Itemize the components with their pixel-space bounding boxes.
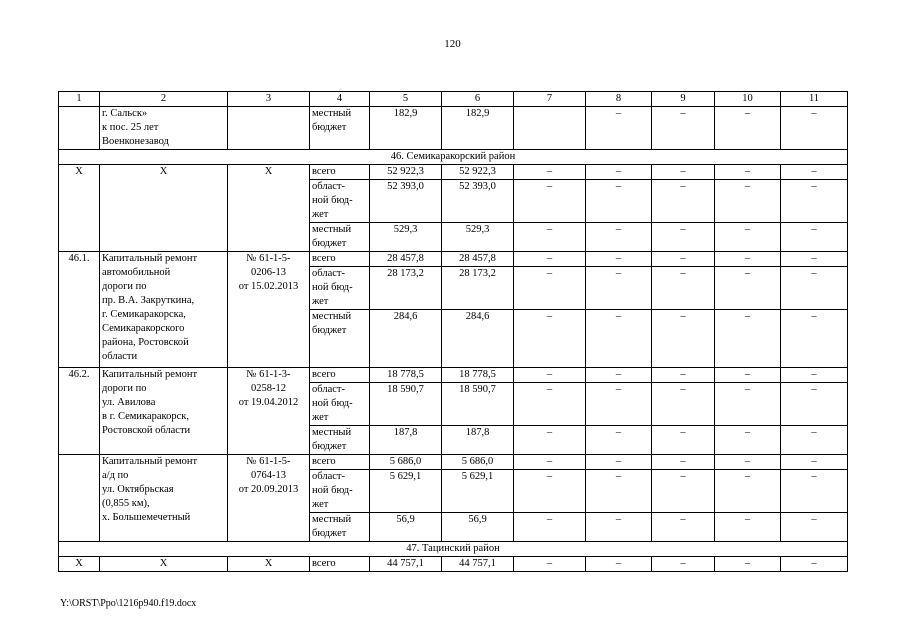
file-path-footer: Y:\ORST\Ppo\1216p940.f19.docx: [60, 598, 197, 609]
amount: 187,8: [442, 426, 514, 455]
amount: 28 173,2: [442, 267, 514, 310]
col-header: 2: [100, 92, 228, 107]
table-row: [59, 455, 848, 470]
amount: 56,9: [370, 513, 442, 542]
amount: 529,3: [442, 223, 514, 252]
funding-source: местный бюджет: [310, 223, 370, 252]
col-header: 7: [514, 92, 586, 107]
dash: –: [514, 470, 586, 513]
dash: –: [715, 180, 781, 223]
dash: –: [586, 107, 652, 150]
dash: –: [715, 165, 781, 180]
dash: –: [652, 426, 715, 455]
dash: –: [586, 180, 652, 223]
cell: [59, 455, 100, 542]
dash: –: [514, 252, 586, 267]
object-name: Капитальный ремонт а/д по ул. Октябрьская (0,855 км), х. Большемечетный: [100, 455, 228, 542]
table-row: [59, 557, 848, 572]
amount: 182,9: [442, 107, 514, 150]
dash: –: [586, 513, 652, 542]
dash: –: [781, 223, 848, 252]
object-name: Капитальный ремонт дороги по ул. Авилова в г. Семикаракорск, Ростовской области: [100, 368, 228, 455]
funding-source: всего: [310, 557, 370, 572]
dash: –: [586, 383, 652, 426]
object-name: Капитальный ремонт автомобильной дороги по пр. В.А. Закруткина, г. Семикаракорска, Семикаракорского района, Ростовской области: [100, 252, 228, 368]
dash: –: [715, 368, 781, 383]
dash: –: [715, 223, 781, 252]
dash: –: [514, 267, 586, 310]
dash: –: [781, 557, 848, 572]
budget-table: [58, 91, 848, 572]
dash: –: [652, 180, 715, 223]
table-row: [59, 107, 848, 150]
dash: –: [715, 252, 781, 267]
item-number: 46.2.: [59, 368, 100, 455]
document-ref: № 61-1-5- 0206-13 от 15.02.2013: [228, 252, 310, 368]
dash: –: [652, 223, 715, 252]
funding-source: местный бюджет: [310, 107, 370, 150]
dash: –: [586, 310, 652, 368]
dash: –: [652, 310, 715, 368]
amount: 18 778,5: [442, 368, 514, 383]
x-mark: X: [228, 557, 310, 572]
dash: –: [715, 383, 781, 426]
dash: –: [781, 470, 848, 513]
dash: –: [652, 557, 715, 572]
dash: –: [514, 513, 586, 542]
dash: –: [781, 267, 848, 310]
amount: 187,8: [370, 426, 442, 455]
table-row: [59, 368, 848, 383]
x-mark: X: [59, 165, 100, 252]
amount: 28 173,2: [370, 267, 442, 310]
table-row: [59, 165, 848, 180]
amount: 44 757,1: [442, 557, 514, 572]
dash: –: [652, 107, 715, 150]
col-header: 5: [370, 92, 442, 107]
dash: –: [586, 165, 652, 180]
dash: –: [781, 180, 848, 223]
amount: 18 590,7: [370, 383, 442, 426]
amount: 52 922,3: [370, 165, 442, 180]
dash: –: [586, 267, 652, 310]
dash: –: [652, 470, 715, 513]
funding-source: всего: [310, 455, 370, 470]
dash: –: [781, 252, 848, 267]
dash: –: [514, 310, 586, 368]
amount: 529,3: [370, 223, 442, 252]
table-row: [59, 252, 848, 267]
dash: –: [514, 165, 586, 180]
dash: –: [781, 368, 848, 383]
amount: 182,9: [370, 107, 442, 150]
col-header: 10: [715, 92, 781, 107]
dash: –: [652, 455, 715, 470]
dash: –: [781, 383, 848, 426]
dash: –: [514, 368, 586, 383]
col-header: 3: [228, 92, 310, 107]
section-row: [59, 542, 848, 557]
section-row: [59, 150, 848, 165]
dash: –: [715, 557, 781, 572]
dash: –: [586, 557, 652, 572]
dash: –: [781, 426, 848, 455]
funding-source: всего: [310, 252, 370, 267]
amount: 18 590,7: [442, 383, 514, 426]
amount: 28 457,8: [370, 252, 442, 267]
amount: 52 393,0: [370, 180, 442, 223]
funding-source: местный бюджет: [310, 513, 370, 542]
dash: –: [652, 252, 715, 267]
amount: 284,6: [370, 310, 442, 368]
cell: [228, 107, 310, 150]
dash: –: [586, 470, 652, 513]
amount: 18 778,5: [370, 368, 442, 383]
object-name: г. Сальск» к пос. 25 лет Военконезавод: [100, 107, 228, 150]
dash: –: [586, 252, 652, 267]
col-header: 1: [59, 92, 100, 107]
dash: –: [514, 180, 586, 223]
section-title: 46. Семикаракорский район: [59, 150, 848, 165]
dash: –: [781, 455, 848, 470]
dash: –: [652, 267, 715, 310]
dash: –: [715, 470, 781, 513]
funding-source: местный бюджет: [310, 426, 370, 455]
document-ref: № 61-1-3- 0258-12 от 19.04.2012: [228, 368, 310, 455]
dash: –: [715, 310, 781, 368]
dash: –: [586, 223, 652, 252]
col-header: 8: [586, 92, 652, 107]
x-mark: X: [59, 557, 100, 572]
dash: –: [781, 310, 848, 368]
col-header: 4: [310, 92, 370, 107]
dash: –: [514, 223, 586, 252]
dash: –: [514, 557, 586, 572]
section-title: 47. Тацинский район: [59, 542, 848, 557]
dash: –: [652, 165, 715, 180]
dash: –: [652, 383, 715, 426]
col-header: 6: [442, 92, 514, 107]
dash: –: [652, 368, 715, 383]
document-ref: № 61-1-5- 0764-13 от 20.09.2013: [228, 455, 310, 542]
funding-source: област- ной бюд- жет: [310, 267, 370, 310]
page-number: 120: [444, 38, 461, 50]
dash: –: [715, 513, 781, 542]
amount: 284,6: [442, 310, 514, 368]
funding-source: всего: [310, 368, 370, 383]
dash: –: [514, 455, 586, 470]
amount: 28 457,8: [442, 252, 514, 267]
funding-source: област- ной бюд- жет: [310, 383, 370, 426]
dash: –: [781, 165, 848, 180]
col-header: 11: [781, 92, 848, 107]
dash: –: [781, 107, 848, 150]
dash: –: [715, 455, 781, 470]
cell: [514, 107, 586, 150]
amount: 56,9: [442, 513, 514, 542]
dash: –: [586, 426, 652, 455]
x-mark: X: [100, 557, 228, 572]
col-header: 9: [652, 92, 715, 107]
dash: –: [715, 107, 781, 150]
funding-source: местный бюджет: [310, 310, 370, 368]
dash: –: [652, 513, 715, 542]
dash: –: [586, 455, 652, 470]
amount: 52 393,0: [442, 180, 514, 223]
amount: 5 686,0: [370, 455, 442, 470]
dash: –: [715, 426, 781, 455]
header-row: [59, 92, 848, 107]
funding-source: област- ной бюд- жет: [310, 470, 370, 513]
amount: 5 686,0: [442, 455, 514, 470]
amount: 44 757,1: [370, 557, 442, 572]
dash: –: [781, 513, 848, 542]
funding-source: всего: [310, 165, 370, 180]
amount: 5 629,1: [370, 470, 442, 513]
dash: –: [715, 267, 781, 310]
amount: 5 629,1: [442, 470, 514, 513]
dash: –: [514, 383, 586, 426]
dash: –: [514, 426, 586, 455]
amount: 52 922,3: [442, 165, 514, 180]
dash: –: [586, 368, 652, 383]
funding-source: област- ной бюд- жет: [310, 180, 370, 223]
x-mark: X: [228, 165, 310, 252]
x-mark: X: [100, 165, 228, 252]
cell: [59, 107, 100, 150]
item-number: 46.1.: [59, 252, 100, 368]
